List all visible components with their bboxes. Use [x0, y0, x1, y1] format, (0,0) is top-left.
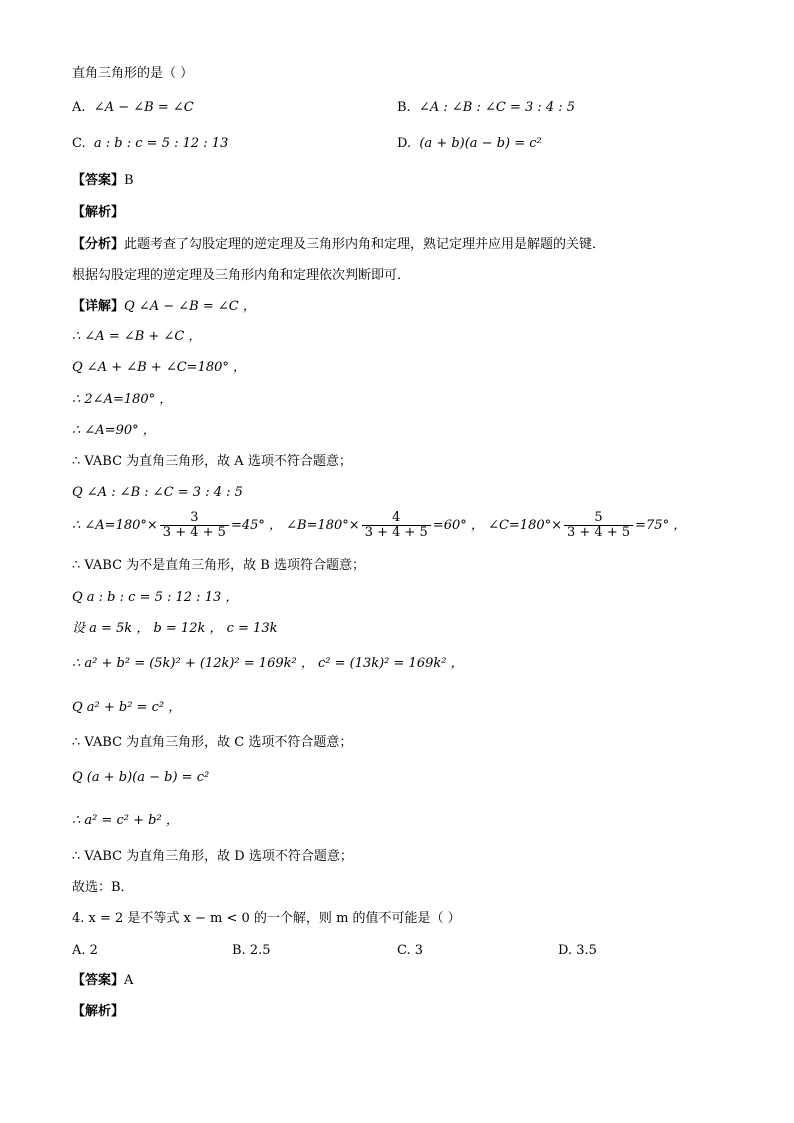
q3-option-c — [72, 136, 228, 152]
q3-option-d — [397, 136, 542, 152]
detail-line-9: ∴ VABC 为不是直角三角形，故 B 选项符合题意； — [72, 558, 365, 573]
q4-option-c: C. 3 — [397, 943, 424, 958]
angle-a-result: =45° ， — [230, 518, 283, 533]
detail-line-5: ∴ ∠A=90° ， — [72, 423, 156, 438]
q4-analysis-label: 【解析】 — [72, 1004, 125, 1019]
q4-option-d: D. 3.5 — [558, 943, 597, 958]
fenxi-text: 此题考查了勾股定理的逆定理及三角形内角和定理，熟记定理并应用是解题的关键． — [124, 237, 606, 252]
detail-line-8 — [72, 508, 686, 544]
detail-line-1: Q ∠A − ∠B = ∠C ， — [124, 299, 256, 314]
detail-line-17: ∴ VABC 为直角三角形，故 D 选项不符合题意； — [72, 849, 353, 864]
fraction-a-denominator: 3 + 4 + 5 — [160, 525, 229, 540]
detail-line-2: ∴ ∠A = ∠B + ∠C ， — [72, 329, 202, 344]
fraction-b-denominator: 3 + 4 + 5 — [362, 525, 431, 540]
fraction-c — [564, 511, 633, 540]
angle-c-result: =75° ， — [635, 518, 687, 533]
option-b-label: B. — [397, 100, 411, 115]
detail-line-12: ∴ a² + b² = (5k)² + (12k)² = 169k² ， c² = (13k)² = 169k² ， — [72, 656, 464, 671]
q3-fenxi — [72, 237, 605, 253]
q4-answer-tag: 【答案】 — [72, 973, 125, 988]
option-d-label: D. — [397, 136, 412, 151]
q3-analysis-tag — [72, 205, 124, 221]
q4-option-a: A. 2 — [72, 943, 98, 958]
option-c-label: C. — [72, 136, 86, 151]
detail-line-6: ∴ VABC 为直角三角形，故 A 选项不符合题意； — [72, 454, 352, 469]
option-a-label: A. — [72, 100, 86, 115]
fenxi-tag: 【分析】 — [72, 237, 125, 252]
answer-tag: 【答案】 — [72, 173, 125, 188]
option-d-text: (a + b)(a − b) = c² — [419, 136, 542, 151]
q3-detail-1 — [72, 299, 256, 315]
option-a-text: ∠A − ∠B = ∠C — [93, 100, 194, 115]
detail-line-4: ∴ 2∠A=180° ， — [72, 392, 173, 407]
angle-b-result: =60° ， — [432, 518, 484, 533]
detail-line-18: 故选：B． — [72, 880, 134, 895]
fraction-c-numerator: 5 — [594, 510, 603, 525]
analysis-tag: 【解析】 — [72, 205, 125, 220]
answer-value: B — [124, 173, 134, 188]
q4-analysis-tag — [72, 1004, 124, 1020]
detail-line-7: Q ∠A : ∠B : ∠C = 3 : 4 : 5 — [72, 485, 243, 500]
q4-stem: 4. x = 2 是不等式 x − m < 0 的一个解，则 m 的值不可能是（ ） — [72, 911, 461, 926]
q3-answer — [72, 173, 134, 189]
option-c-text: a : b : c = 5 : 12 : 13 — [93, 136, 229, 151]
fraction-b — [362, 511, 431, 540]
q3-fenxi-2: 根据勾股定理的逆定理及三角形内角和定理依次判断即可． — [72, 268, 411, 283]
detail-line-15: Q (a + b)(a − b) = c² — [72, 770, 210, 785]
detail-line-14: ∴ VABC 为直角三角形，故 C 选项不符合题意； — [72, 735, 353, 750]
angle-a-prefix: ∴ ∠A=180°× — [72, 518, 158, 533]
option-b-text: ∠A : ∠B : ∠C = 3 : 4 : 5 — [418, 100, 576, 115]
detail-line-13: Q a² + b² = c² ， — [72, 700, 182, 715]
q4-answer-value: A — [124, 973, 134, 988]
detail-line-11: 设 a = 5k ， b = 12k ， c = 13k — [72, 621, 278, 636]
fraction-c-denominator: 3 + 4 + 5 — [564, 525, 633, 540]
angle-b-prefix: ∠B=180°× — [286, 518, 360, 533]
detail-line-10: Q a : b : c = 5 : 12 : 13 ， — [72, 590, 239, 605]
fraction-a — [160, 511, 229, 540]
detail-line-3: Q ∠A + ∠B + ∠C=180° ， — [72, 360, 247, 375]
q3-stem: 直角三角形的是（ ） — [72, 66, 194, 81]
q3-option-b — [397, 100, 575, 116]
q3-option-a — [72, 100, 194, 116]
detail-line-16: ∴ a² = c² + b² ， — [72, 813, 179, 828]
q4-answer — [72, 973, 133, 989]
angle-c-prefix: ∠C=180°× — [488, 518, 562, 533]
fraction-a-numerator: 3 — [190, 510, 199, 525]
fraction-b-numerator: 4 — [392, 510, 401, 525]
detail-tag: 【详解】 — [72, 299, 125, 314]
q4-option-b: B. 2.5 — [232, 943, 271, 958]
